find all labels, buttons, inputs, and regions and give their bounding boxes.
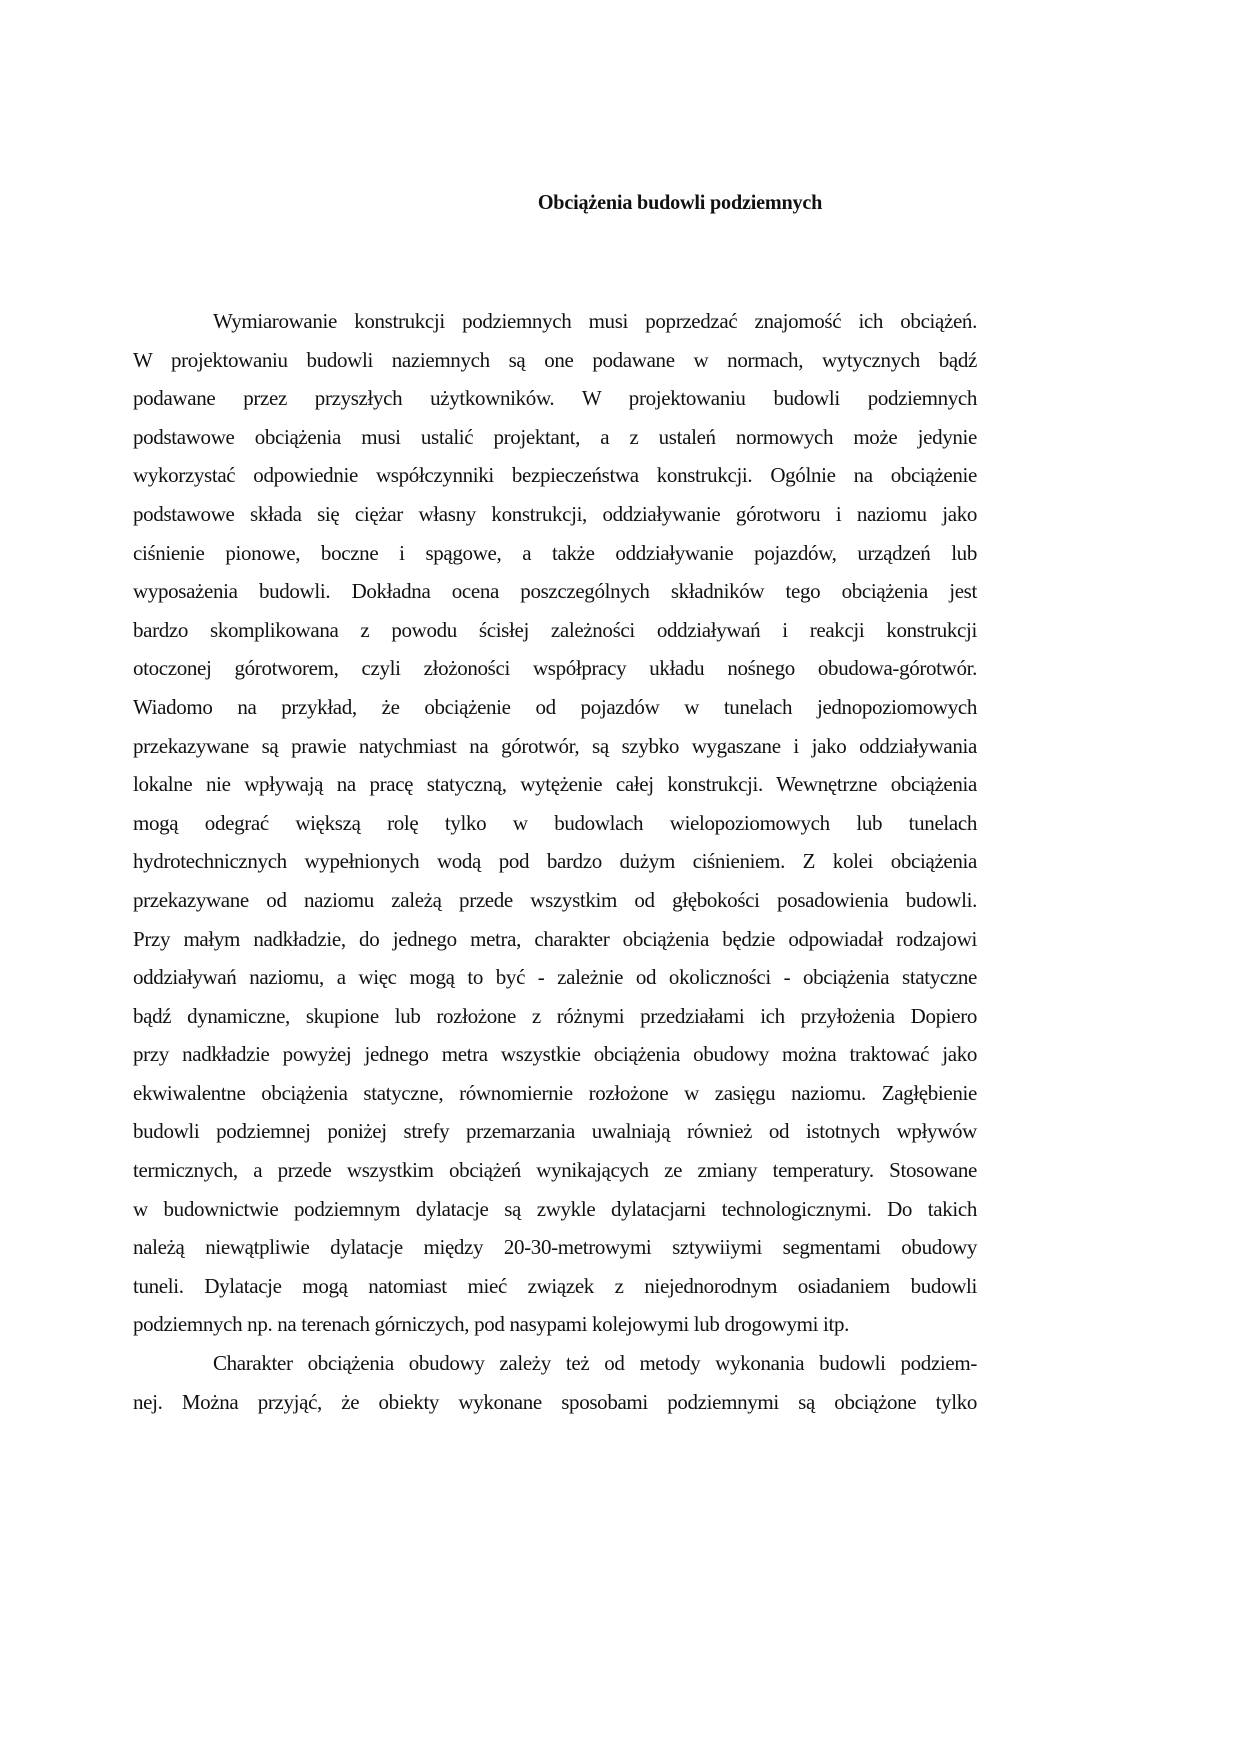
paragraph-1-line-4: podstawowe obciążenia musi ustalić projektant, a z ustaleń normowych może jedynie xyxy=(133,424,977,449)
paragraph-1-line-15: hydrotechnicznych wypełnionych wodą pod bardzo dużym ciśnieniem. Z kolei obciążenia xyxy=(133,849,977,874)
paragraph-1-line-17: Przy małym nadkładzie, do jednego metra, charakter obciążenia będzie odpowiadał rodzajowi xyxy=(133,926,977,951)
paragraph-1-line-7: ciśnienie pionowe, boczne i spągowe, a także oddziaływanie pojazdów, urządzeń lub xyxy=(133,540,977,565)
paragraph-1-line-2: W projektowaniu budowli naziemnych są one podawane w normach, wytycznych bądź xyxy=(133,347,977,372)
paragraph-2-line-1: Charakter obciążenia obudowy zależy też od metody wykonania budowli podziem- xyxy=(213,1351,977,1376)
paragraph-1-line-20: przy nadkładzie powyżej jednego metra wszystkie obciążenia obudowy można traktować jako xyxy=(133,1042,977,1067)
paragraph-1-line-14: mogą odegrać większą rolę tylko w budowlach wielopoziomowych lub tunelach xyxy=(133,810,977,835)
paragraph-1-line-1: Wymiarowanie konstrukcji podziemnych musi poprzedzać znajomość ich obciążeń. xyxy=(213,309,977,333)
title-text: Obciążenia budowli podziemnych xyxy=(537,190,823,214)
paragraph-1-line-27: podziemnych np. na terenach górniczych, pod nasypami kolejowymi lub drogowymi itp. xyxy=(133,1312,850,1337)
paragraph-2-line-2: nej. Można przyjąć, że obiekty wykonane sposobami podziemnymi są obciążone tylko xyxy=(133,1389,977,1414)
paragraph-1-line-10: otoczonej górotworem, czyli złożoności współpracy układu nośnego obudowa-górotwór. xyxy=(133,656,977,681)
paragraph-1-line-25: należą niewątpliwie dylatacje między 20-30-metrowymi sztywiiymi segmentami obudowy xyxy=(133,1235,977,1260)
paragraph-1-line-16: przekazywane od naziomu zależą przede wszystkim od głębokości posadowienia budowli. xyxy=(133,887,977,912)
paragraph-1-line-13: lokalne nie wpływają na pracę statyczną, wytężenie całej konstrukcji. Wewnętrzne obciążenia xyxy=(133,772,977,797)
paragraph-1-line-26: tuneli. Dylatacje mogą natomiast mieć związek z niejednorodnym osiadaniem budowli xyxy=(133,1273,977,1298)
paragraph-1-line-19: bądź dynamiczne, skupione lub rozłożone z różnymi przedziałami ich przyłożenia Dopiero xyxy=(133,1003,977,1028)
paragraph-1-line-24: w budownictwie podziemnym dylatacje są zwykle dylatacjarni technologicznymi. Do takich xyxy=(133,1196,977,1221)
paragraph-1-line-23: termicznych, a przede wszystkim obciążeń wynikających ze zmiany temperatury. Stosowane xyxy=(133,1158,977,1183)
paragraph-1-line-8: wyposażenia budowli. Dokładna ocena poszczególnych składników tego obciążenia jest xyxy=(133,579,977,604)
paragraph-1-line-22: budowli podziemnej poniżej strefy przemarzania uwalniają również od istotnych wpływów xyxy=(133,1119,977,1144)
paragraph-1-line-11: Wiadomo na przykład, że obciążenie od pojazdów w tunelach jednopoziomowych xyxy=(133,694,977,719)
paragraph-1-line-6: podstawowe składa się ciężar własny konstrukcji, oddziaływanie górotworu i naziomu jako xyxy=(133,501,977,526)
paragraph-1-line-12: przekazywane są prawie natychmiast na górotwór, są szybko wygaszane i jako oddziaływania xyxy=(133,733,977,758)
paragraph-1-line-18: oddziaływań naziomu, a więc mogą to być - zależnie od okoliczności - obciążenia statyczne xyxy=(133,965,977,990)
paragraph-1-line-9: bardzo skomplikowana z powodu ścisłej zależności oddziaływań i reakcji konstrukcji xyxy=(133,617,977,642)
paragraph-1-line-21: ekwiwalentne obciążenia statyczne, równomiernie rozłożone w zasięgu naziomu. Zagłębienie xyxy=(133,1080,977,1105)
paragraph-1-line-3: podawane przez przyszłych użytkowników. W projektowaniu budowli podziemnych xyxy=(133,386,977,411)
paragraph-1-line-5: wykorzystać odpowiednie współczynniki bezpieczeństwa konstrukcji. Ogólnie na obciążenie xyxy=(133,463,977,488)
document-title xyxy=(27,190,1217,215)
document-body xyxy=(133,302,977,1421)
